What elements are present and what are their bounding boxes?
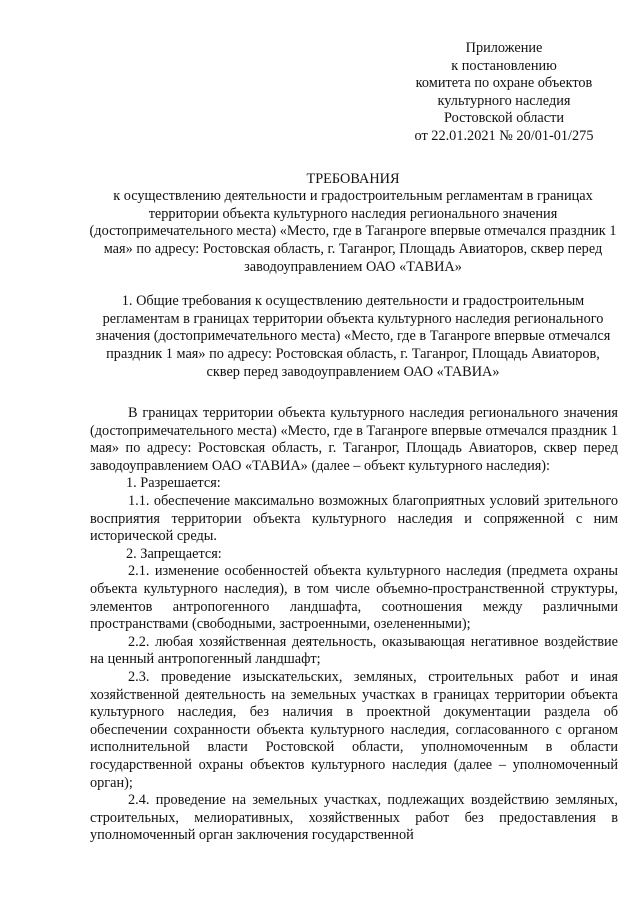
appendix-line: культурного наследия — [437, 92, 571, 109]
document-title-block — [88, 171, 618, 277]
document-heading: ТРЕБОВАНИЯ — [306, 170, 400, 187]
section-1-heading-text: 1. Общие требования к осуществлению деятельности и градостроительным регламентам в границах территории объекта культурного наследия регионального значения (достопримечательного места) «Место, где в Таганроге впервые отмечался праздник 1 мая» по адресу: Ростовская область, г. Таганрог, Площадь Авиаторов, сквер перед заводоуправлением ОАО «ТАВИА» — [95, 293, 611, 380]
forbidden-item-2-1: 2.1. изменение особенностей объекта культурного наследия (предмета охраны объекта культурного наследия), в том числе объемно-пространственной структуры, элементов антропогенного ландшафта, соотношения между различными пространствами (свободными, застроенными, озелененными); — [90, 563, 618, 633]
appendix-line: комитета по охране объектов — [415, 75, 593, 92]
appendix-line: к постановлению — [451, 57, 557, 74]
document-subtitle: к осуществлению деятельности и градостроительным регламентам в границах территории объекта культурного наследия регионального значения (достопримечательного места) «Место, где в Таганроге впервые отмечался праздник 1 мая» по адресу: Ростовская область, г. Таганрог, Площадь Авиаторов, сквер перед заводоуправлением ОАО «ТАВИА» — [89, 188, 617, 275]
forbidden-item-2-4: 2.4. проведение на земельных участках, подлежащих воздействию земляных, строительных, мелиоративных, хозяйственных работ без предоставления в уполномоченный орган заключения государственной — [90, 792, 618, 844]
appendix-header — [398, 40, 610, 146]
appendix-line: Приложение — [465, 40, 543, 56]
allowed-item-1-1: 1.1. обеспечение максимально возможных благоприятных условий зрительного восприятия территории объекта культурного наследия и сопряженной с ним исторической среды. — [90, 493, 618, 545]
section-1-heading — [88, 293, 618, 381]
forbidden-item-2-2: 2.2. любая хозяйственная деятельность, оказывающая негативное воздействие на ценный антропогенный ландшафт; — [90, 633, 618, 668]
appendix-line: Ростовской области — [443, 110, 565, 127]
intro-paragraph: В границах территории объекта культурного наследия регионального значения (достопримечательного места) «Место, где в Таганроге впервые отмечался праздник 1 мая» по адресу: Ростовская область, г. Таганрог, Площадь Авиаторов, сквер перед заводоуправлением ОАО «ТАВИА» (далее – объект культурного наследия): — [90, 405, 618, 474]
allowed-heading: 1. Разрешается: — [126, 475, 221, 492]
appendix-line: от 22.01.2021 № 20/01-01/275 — [414, 127, 594, 144]
forbidden-heading: 2. Запрещается: — [126, 545, 222, 562]
forbidden-item-2-3: 2.3. проведение изыскательских, земляных, строительных работ и иная хозяйственной деятельность на земельных участках в границах территории объекта культурного наследия, без наличия в проектной документации раздела об обеспечении сохранности объекта культурного наследия, согласованного с органом исполнительной власти Ростовской области, уполномоченным в области государственной охраны объектов культурного наследия (далее – уполномоченный орган); — [90, 669, 618, 791]
document-body — [90, 405, 618, 845]
